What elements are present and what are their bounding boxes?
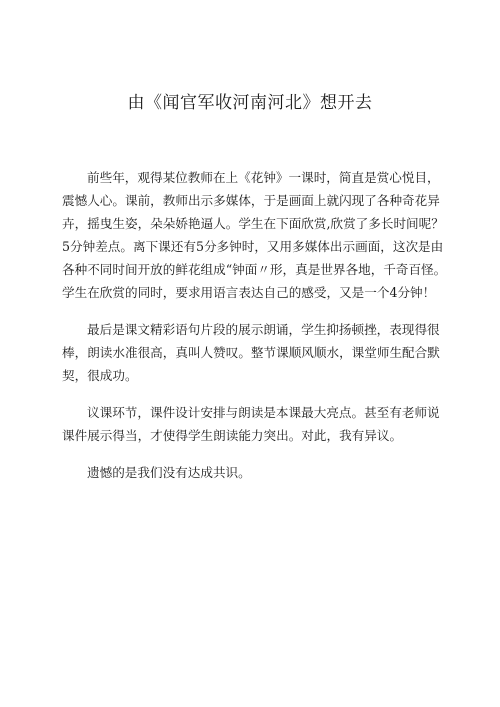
document-body [62,166,448,498]
text-line: 5分钟差点。离下课还有5分多钟时，又用多媒体出示画面，这次是由 [62,239,444,254]
text-line: 各种不同时间开放的鲜花组成“钟面〃形，真是世界各地，千奇百怪。 [62,262,447,277]
paragraph-2 [62,318,448,387]
text-line: 棒，朗读水准很高，真叫人赞叹。整节课顺风顺水，课堂师生配合默 [62,345,440,360]
text-line: 遗憾的是我们没有达成共识。 [87,465,251,480]
text-line: 课件展示得当，才使得学生朗读能力突出。对此，我有异议。 [62,428,403,443]
paragraph-1 [62,166,448,304]
text-line: 震憾人心。课前，教师出示多媒体，于是画面上就闪现了各种奇花异 [62,193,440,208]
text-line: 议课环节，课件设计安排与朗读是本课最大亮点。甚至有老师说 [87,405,440,420]
text-line: 最后是课文精彩语句片段的展示朗诵，学生抑扬顿挫，表现得很 [87,322,440,337]
document-title: 由《闻官军收河南河北》想开去 [127,93,373,113]
paragraph-4 [62,461,448,484]
text-line: 契，很成功。 [62,368,138,383]
text-line: 卉，摇曳生姿，朵朵娇艳逼人。学生在下面欣赏,欣赏了多长时间呢？ [62,216,444,231]
paragraph-3 [62,401,448,447]
text-line: 前些年，观得某位教师在上《花钟》一课时，简直是赏心悦目， [87,170,440,185]
text-line: 学生在欣赏的同时，要求用语言表达自己的感受，又是一个4分钟！ [62,285,436,300]
